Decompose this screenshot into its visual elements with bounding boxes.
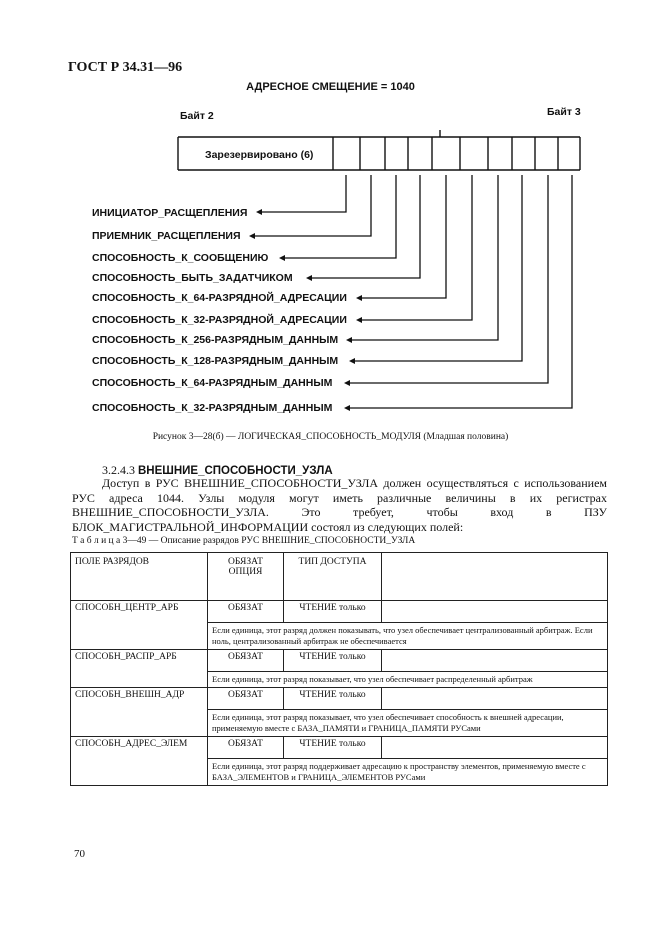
table-caption: Т а б л и ц а 3—49 — Описание разрядов РУС ВНЕШНИЕ_СПОСОБНОСТИ_УЗЛА — [72, 536, 416, 546]
signal-label-32bit-data: СПОСОБНОСТЬ_К_32-РАЗРЯДНЫМ_ДАННЫМ — [92, 402, 333, 414]
signal-label-32bit-addressing: СПОСОБНОСТЬ_К_32-РАЗРЯДНОЙ_АДРЕСАЦИИ — [92, 314, 347, 326]
signal-label-256bit-data: СПОСОБНОСТЬ_К_256-РАЗРЯДНЫМ_ДАННЫМ — [92, 334, 339, 346]
row-field: СПОСОБН_РАСПР_АРБ — [71, 650, 208, 688]
row-empty-cell — [382, 650, 608, 672]
header-description — [382, 553, 608, 601]
signal-label-split-receiver: ПРИЕМНИК_РАСЩЕПЛЕНИЯ — [92, 230, 241, 242]
figure-title: АДРЕСНОЕ СМЕЩЕНИЕ = 1040 — [246, 81, 415, 93]
signal-label-message-capability: СПОСОБНОСТЬ_К_СООБЩЕНИЮ — [92, 252, 269, 264]
row-access: ЧТЕНИЕ только — [284, 688, 382, 710]
section-paragraph: Доступ в РУС ВНЕШНИЕ_СПОСОБНОСТИ_УЗЛА должен осуществляться с использованием РУС адреса 1044. Узлы модуля могут иметь различные величины в их регистрах ВНЕШНИЕ_СПОСОБНОСТИ_УЗЛА. Это требует, чтобы вход в ПЗУ БЛОК_МАГИСТРАЛЬНОЙ_ИНФОРМАЦИИ состоял из следующих полей: — [72, 476, 607, 534]
byte-2-label: Байт 2 — [180, 110, 214, 122]
header-field: ПОЛЕ РАЗРЯДОВ — [71, 553, 208, 601]
header-option: ОБЯЗАТ ОПЦИЯ — [208, 553, 284, 601]
byte-3-label: Байт 3 — [547, 106, 581, 118]
row-field: СПОСОБН_ЦЕНТР_АРБ — [71, 601, 208, 650]
document-header: ГОСТ Р 34.31—96 — [68, 60, 183, 75]
row-empty-cell — [382, 601, 608, 623]
signal-label-64bit-addressing: СПОСОБНОСТЬ_К_64-РАЗРЯДНОЙ_АДРЕСАЦИИ — [92, 292, 347, 304]
section-number: 3.2.4.3 — [102, 463, 135, 477]
bit-description-table — [70, 552, 608, 786]
header-access: ТИП ДОСТУПА — [284, 553, 382, 601]
row-access: ЧТЕНИЕ только — [284, 650, 382, 672]
row-field: СПОСОБН_ВНЕШН_АДР — [71, 688, 208, 737]
table-row — [71, 601, 608, 623]
page-number: 70 — [74, 848, 85, 860]
row-access: ЧТЕНИЕ только — [284, 601, 382, 623]
signal-label-master-capability: СПОСОБНОСТЬ_БЫТЬ_ЗАДАТЧИКОМ — [92, 272, 293, 284]
figure-caption: Рисунок 3—28(б) — ЛОГИЧЕСКАЯ_СПОСОБНОСТЬ_МОДУЛЯ (Младшая половина) — [152, 432, 509, 442]
table-row — [71, 650, 608, 672]
reserved-field-label: Зарезервировано (6) — [205, 149, 314, 161]
signal-label-split-initiator: ИНИЦИАТОР_РАСЩЕПЛЕНИЯ — [92, 207, 248, 219]
row-field: СПОСОБН_АДРЕС_ЭЛЕМ — [71, 737, 208, 786]
row-description: Если единица, этот разряд должен показывать, что узел обеспечивает централизованный арбитраж. Если ноль, централизованный арбитраж не обеспечивается — [208, 623, 608, 650]
row-option: ОБЯЗАТ — [208, 688, 284, 710]
table-row — [71, 737, 608, 759]
table-header-row — [71, 553, 608, 601]
section-title: ВНЕШНИЕ_СПОСОБНОСТИ_УЗЛА — [138, 465, 333, 477]
signal-label-128bit-data: СПОСОБНОСТЬ_К_128-РАЗРЯДНЫМ_ДАННЫМ — [92, 355, 339, 367]
table-row — [71, 688, 608, 710]
row-description: Если единица, этот разряд показывает, что узел обеспечивает способность к внешней адресации, применяемую вместе с БАЗА_ПАМЯТИ и ГРАНИЦА_ПАМЯТИ РУСами — [208, 710, 608, 737]
row-description: Если единица, этот разряд поддерживает адресацию к пространству элементов, применяемую вместе с БАЗА_ЭЛЕМЕНТОВ и ГРАНИЦА_ЭЛЕМЕНТОВ РУСами — [208, 759, 608, 786]
row-access: ЧТЕНИЕ только — [284, 737, 382, 759]
row-option: ОБЯЗАТ — [208, 650, 284, 672]
signal-label-64bit-data: СПОСОБНОСТЬ_К_64-РАЗРЯДНЫМ_ДАННЫМ — [92, 377, 333, 389]
row-option: ОБЯЗАТ — [208, 601, 284, 623]
row-empty-cell — [382, 688, 608, 710]
row-description: Если единица, этот разряд показывает, что узел обеспечивает распределенный арбитраж — [208, 672, 608, 688]
row-empty-cell — [382, 737, 608, 759]
row-option: ОБЯЗАТ — [208, 737, 284, 759]
